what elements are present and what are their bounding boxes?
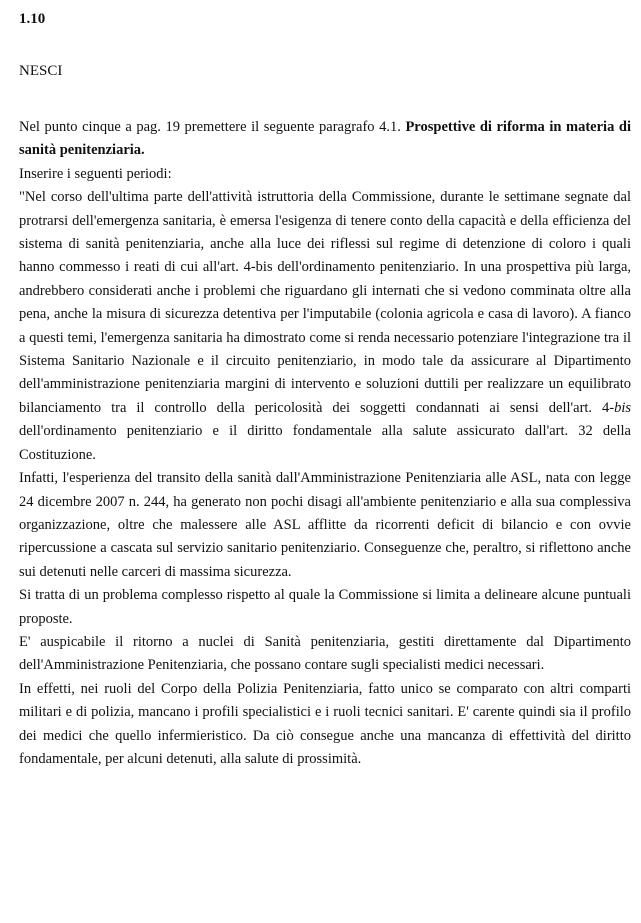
paragraph-1-italic: bis (614, 399, 631, 416)
intro-text: Nel punto cinque a pag. 19 premettere il seguente paragrafo 4.1. (19, 119, 406, 135)
document-body (19, 116, 631, 771)
paragraph-4: E' auspicabile il ritorno a nuclei di Sanità penitenziaria, gestiti direttamente dal Dipartimento dell'Amministrazione Penitenziaria, che possano contare sugli specialisti medici necessari. (19, 633, 631, 674)
section-title: Prospettive di riforma in materia di sanità penitenziaria. (19, 119, 631, 159)
insert-instruction: Inserire i seguenti periodi: (19, 165, 172, 182)
paragraph-1 (19, 186, 631, 467)
paragraph-3: Si tratta di un problema complesso rispetto al quale la Commissione si limita a delineare alcune puntuali proposte. (19, 587, 631, 627)
author-name: NESCI (19, 63, 63, 79)
section-number: 1.10 (19, 11, 46, 27)
paragraph-5: In effetti, nei ruoli del Corpo della Polizia Penitenziaria, fatto unico se comparato con altri comparti militari e di polizia, mancano i profili specialistici e i ruoli tecnici sanitari. E' carente quindi sia il profilo dei medici che quello infermieristico. Da ciò consegue anche una mancanza di effettività del diritto fondamentale, per alcuni detenuti, alla salute di prossimità. (19, 680, 631, 767)
paragraph-1-text-b: dell'ordinamento penitenziario e il diritto fondamentale alla salute assicurato dall'art. 32 della Costituzione. (19, 423, 631, 463)
paragraph-1-text-a: "Nel corso dell'ultima parte dell'attività istruttoria della Commissione, durante le settimane segnate dal protrarsi dell'emergenza sanitaria, è emersa l'esigenza di tenere conto della capacità e della efficienza del sistema di sanità penitenziaria, anche alla luce dei riflessi sul regime di detenzione di coloro i quali hanno commesso i reati di cui all'art. 4-bis dell'ordinamento penitenziario. In una prospettiva più larga, andrebbero considerati anche i problemi che riguardano gli internati che si vedono comminata oltre alla pena, anche la misura di sicurezza detentiva per l'imputabile (colonia agricola e casa di lavoro). A fianco a questi temi, l'emergenza sanitaria ha dimostrato come si renda necessario potenziare l'integrazione tra il Sistema Sanitario Nazionale e il circuito penitenziario, in modo tale da assicurare al Dipartimento dell'amministrazione penitenziaria margini di intervento e soluzioni duttili per realizzare un equilibrato bilanciamento tra il controllo della pericolosità dei soggetti condannati ai sensi dell'art. 4- (19, 189, 631, 416)
intro-paragraph (19, 116, 631, 163)
paragraph-2: Infatti, l'esperienza del transito della sanità dall'Amministrazione Penitenziaria alle ASL, nata con legge 24 dicembre 2007 n. 244, ha generato non pochi disagi all'ambiente penitenziario e alla sua complessiva organizzazione, oltre che malessere alle ASL afflitte da ricorrenti deficit di bilancio e con ovvie ripercussione a cascata sul servizio sanitario penitenziario. Conseguenze che, peraltro, si riflettono anche sui detenuti nelle carceri di massima sicurezza. (19, 470, 631, 580)
